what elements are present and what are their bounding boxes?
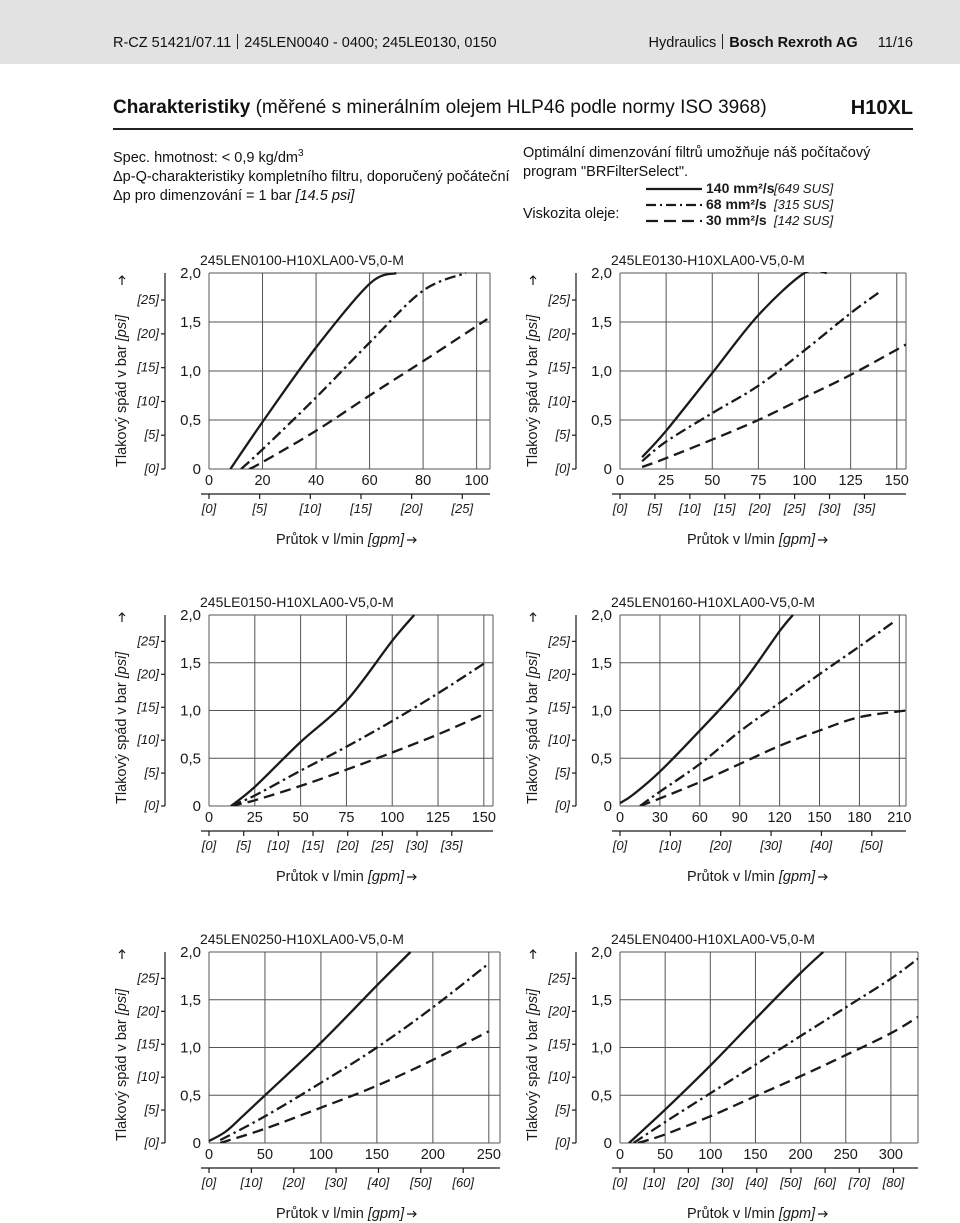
x-tick-label: 50 xyxy=(657,1147,674,1163)
spec-dp: Δp pro dimenzování = 1 bar xyxy=(113,187,296,204)
psi-tick-label: [20] xyxy=(548,325,570,341)
y-tick-label: 2,0 xyxy=(591,944,612,961)
y-axis-label xyxy=(525,988,541,1141)
gpm-tick-label: [15] xyxy=(302,838,324,853)
x-tick-label: 150 xyxy=(471,810,496,826)
gpm-tick-label: [30] xyxy=(406,838,428,853)
x-axis-label-text: Průtok v l/min xyxy=(687,1206,779,1222)
gpm-tick-label: [10] xyxy=(299,501,322,516)
y-tick-label: 0,5 xyxy=(591,1087,612,1105)
gpm-tick-label: [30] xyxy=(325,1175,347,1190)
chart-title: 245LE0150-H10XLA00-V5,0-M xyxy=(200,594,394,610)
psi-tick-label: [0] xyxy=(144,798,159,813)
x-tick-label: 50 xyxy=(704,473,721,489)
y-axis-label xyxy=(114,651,130,804)
x-tick-label: 25 xyxy=(658,473,675,489)
y-tick-label: 2,0 xyxy=(591,607,612,624)
gpm-tick-label: [30] xyxy=(711,1175,734,1190)
gpm-tick-label: [15] xyxy=(713,501,736,516)
x-axis-label-text: Průtok v l/min xyxy=(276,532,368,548)
gpm-tick-label: [50] xyxy=(860,838,883,853)
x-tick-label: 150 xyxy=(807,810,832,826)
legend-name: 30 mm²/s xyxy=(706,212,767,228)
psi-tick-label: [5] xyxy=(144,765,159,781)
y-tick-label: 1,5 xyxy=(591,991,612,1009)
y-tick-label: 1,0 xyxy=(591,702,612,720)
gpm-tick-label: [40] xyxy=(810,838,833,853)
y-tick-label: 0 xyxy=(192,798,201,815)
psi-tick-label: [15] xyxy=(548,699,570,715)
x-tick-label: 150 xyxy=(884,473,909,489)
series-line-dashed xyxy=(249,319,487,469)
gpm-tick-label: [0] xyxy=(612,501,628,516)
y-axis-label-text: Tlakový spád v bar xyxy=(525,1015,541,1141)
header-company: Bosch Rexroth AG xyxy=(729,35,858,51)
x-tick-label: 125 xyxy=(425,810,451,826)
y-axis-label-unit: [psi] xyxy=(525,651,541,679)
x-tick-label: 0 xyxy=(204,473,214,489)
series-line-dashed xyxy=(231,714,484,806)
gpm-tick-label: [10] xyxy=(240,1175,263,1190)
y-tick-label: 2,0 xyxy=(180,265,201,282)
psi-tick-label: [10] xyxy=(137,393,159,409)
gpm-tick-label: [25] xyxy=(783,501,806,516)
x-axis-arrow xyxy=(407,874,416,880)
y-tick-label: 2,0 xyxy=(180,944,201,961)
x-tick-label: 100 xyxy=(464,473,489,489)
series-tag: H10XL xyxy=(850,97,913,119)
y-axis-label-unit: [psi] xyxy=(525,988,541,1016)
x-axis-label xyxy=(687,532,816,548)
page-total: /16 xyxy=(892,35,913,51)
viscosity-label: Viskozita oleje: xyxy=(523,206,620,222)
psi-tick-label: [5] xyxy=(555,427,570,443)
y-axis-label xyxy=(114,314,130,467)
spec-density-sup: 3 xyxy=(297,148,304,159)
gpm-tick-label: [25] xyxy=(371,838,394,853)
x-tick-label: 0 xyxy=(615,1147,625,1163)
x-axis-label-unit: [gpm] xyxy=(778,869,816,885)
psi-tick-label: [10] xyxy=(548,1069,570,1085)
y-tick-label: 1,5 xyxy=(180,654,201,672)
gpm-tick-label: [0] xyxy=(201,838,217,853)
x-axis-label-text: Průtok v l/min xyxy=(687,532,779,548)
gpm-tick-label: [60] xyxy=(452,1175,475,1190)
y-tick-label: 0,5 xyxy=(180,412,201,429)
gpm-tick-label: [70] xyxy=(848,1175,871,1190)
series-line-dashdot xyxy=(231,664,484,806)
x-axis-label-text: Průtok v l/min xyxy=(687,869,779,885)
y-tick-label: 1,0 xyxy=(591,363,612,380)
y-tick-label: 0,5 xyxy=(180,750,201,768)
chart-title: 245LEN0250-H10XLA00-V5,0-M xyxy=(200,931,404,947)
y-axis-label-unit: [psi] xyxy=(114,314,130,342)
x-tick-label: 0 xyxy=(615,473,625,489)
legend-sus: [649 SUS] xyxy=(774,181,834,196)
x-tick-label: 75 xyxy=(750,473,767,489)
y-axis-label xyxy=(114,988,130,1141)
spec-dp-psi: [14.5 psi] xyxy=(295,187,355,204)
gpm-tick-label: [60] xyxy=(814,1175,836,1190)
x-axis-arrow xyxy=(407,1211,416,1217)
y-tick-label: 0 xyxy=(603,798,612,815)
x-tick-label: 100 xyxy=(792,473,817,489)
y-axis-label xyxy=(525,651,541,804)
chart-panel-5 xyxy=(114,931,501,1222)
x-axis-label xyxy=(276,532,405,548)
x-tick-label: 0 xyxy=(615,810,625,826)
y-tick-label: 0,5 xyxy=(180,1087,201,1105)
gpm-tick-label: [10] xyxy=(659,838,682,853)
y-axis-label-unit: [psi] xyxy=(525,314,541,342)
y-axis-label-text: Tlakový spád v bar xyxy=(114,341,130,467)
x-tick-label: 30 xyxy=(651,810,668,826)
gpm-tick-label: [80] xyxy=(882,1175,905,1190)
x-tick-label: 0 xyxy=(204,810,214,826)
psi-tick-label: [10] xyxy=(548,393,570,409)
x-tick-label: 50 xyxy=(292,810,309,826)
x-tick-label: 120 xyxy=(767,810,792,826)
x-tick-label: 250 xyxy=(833,1147,858,1163)
gpm-tick-label: [40] xyxy=(745,1175,768,1190)
gpm-tick-label: [35] xyxy=(853,501,876,516)
gpm-tick-label: [20] xyxy=(282,1175,305,1190)
psi-tick-label: [0] xyxy=(555,1135,570,1150)
gpm-tick-label: [0] xyxy=(201,1175,217,1190)
psi-tick-label: [5] xyxy=(555,1102,570,1118)
x-tick-label: 200 xyxy=(788,1147,813,1163)
psi-tick-label: [25] xyxy=(137,633,159,649)
series-line-dashed xyxy=(638,1017,918,1143)
psi-tick-label: [15] xyxy=(548,359,570,375)
gpm-tick-label: [35] xyxy=(440,838,463,853)
gpm-tick-label: [40] xyxy=(367,1175,390,1190)
gpm-tick-label: [5] xyxy=(236,838,251,853)
x-tick-label: 180 xyxy=(847,810,872,826)
y-tick-label: 1,0 xyxy=(591,1039,612,1057)
page-current: 11 xyxy=(877,35,893,51)
gpm-tick-label: [50] xyxy=(780,1175,802,1190)
header-category: Hydraulics xyxy=(648,35,717,51)
series-line-solid xyxy=(642,270,827,457)
psi-tick-label: [10] xyxy=(137,1069,159,1085)
psi-tick-label: [25] xyxy=(137,292,159,308)
x-tick-label: 100 xyxy=(698,1147,723,1163)
x-axis-arrow xyxy=(407,537,416,543)
section-title-rest: (měřené s minerálním olejem HLP46 podle normy ISO 3968) xyxy=(250,97,767,118)
psi-tick-label: [25] xyxy=(548,633,570,649)
chart-title: 245LE0130-H10XLA00-V5,0-M xyxy=(611,252,805,268)
x-tick-label: 300 xyxy=(878,1147,904,1163)
y-tick-label: 0 xyxy=(603,1135,612,1152)
x-tick-label: 125 xyxy=(838,473,863,489)
psi-tick-label: [15] xyxy=(548,1036,570,1052)
gpm-tick-label: [0] xyxy=(612,838,628,853)
y-tick-label: 2,0 xyxy=(591,265,612,282)
gpm-tick-label: [20] xyxy=(709,838,732,853)
series-line-dashdot xyxy=(634,959,919,1143)
psi-tick-label: [25] xyxy=(548,970,570,986)
psi-tick-label: [20] xyxy=(548,1003,570,1019)
x-axis-label xyxy=(276,1206,405,1222)
y-axis-label xyxy=(525,314,541,467)
x-tick-label: 150 xyxy=(743,1147,768,1163)
gpm-tick-label: [20] xyxy=(336,838,359,853)
y-axis-arrow xyxy=(530,613,536,622)
x-tick-label: 250 xyxy=(476,1147,501,1163)
y-tick-label: 0 xyxy=(192,461,201,478)
chart-panel-4 xyxy=(525,594,911,885)
psi-tick-label: [25] xyxy=(548,292,570,308)
y-tick-label: 1,5 xyxy=(591,314,612,331)
psi-tick-label: [0] xyxy=(555,798,570,813)
psi-tick-label: [5] xyxy=(144,427,159,443)
y-axis-label-text: Tlakový spád v bar xyxy=(525,678,541,804)
y-tick-label: 0 xyxy=(603,461,612,478)
psi-tick-label: [15] xyxy=(137,359,159,375)
psi-tick-label: [0] xyxy=(555,461,570,476)
x-axis-label-unit: [gpm] xyxy=(367,869,405,885)
y-tick-label: 1,5 xyxy=(180,991,201,1009)
spec-density: Spec. hmotnost: < 0,9 kg/dm xyxy=(113,149,298,166)
y-tick-label: 0,5 xyxy=(591,412,612,429)
gpm-tick-label: [10] xyxy=(267,838,290,853)
gpm-tick-label: [5] xyxy=(647,501,663,516)
y-axis-arrow xyxy=(119,950,125,959)
header-models: 245LEN0040 - 0400; 245LE0130, 0150 xyxy=(244,35,497,51)
y-axis-arrow xyxy=(119,613,125,622)
y-tick-label: 1,0 xyxy=(180,363,201,380)
y-axis-arrow xyxy=(119,276,125,285)
x-axis-arrow xyxy=(818,1211,827,1217)
psi-tick-label: [25] xyxy=(137,970,159,986)
y-tick-label: 0,5 xyxy=(591,750,612,768)
chart-title: 245LEN0400-H10XLA00-V5,0-M xyxy=(611,931,815,947)
x-tick-label: 210 xyxy=(887,810,912,826)
x-tick-label: 150 xyxy=(364,1147,389,1163)
x-tick-label: 60 xyxy=(361,473,378,489)
series-line-dashdot xyxy=(642,292,880,462)
doc-ref: R-CZ 51421/07.11 xyxy=(113,35,232,51)
gpm-tick-label: [5] xyxy=(252,501,267,516)
program-paragraph: Optimální dimenzování filtrů umožňuje náš počítačový program "BRFilterSelect". xyxy=(523,145,871,180)
y-axis-label-text: Tlakový spád v bar xyxy=(525,341,541,467)
gpm-tick-label: [10] xyxy=(678,501,701,516)
x-axis-label-unit: [gpm] xyxy=(367,1206,405,1222)
psi-tick-label: [0] xyxy=(144,1135,159,1150)
x-axis-label xyxy=(687,1206,816,1222)
psi-tick-label: [0] xyxy=(144,461,159,476)
gpm-tick-label: [30] xyxy=(760,838,782,853)
y-axis-label-unit: [psi] xyxy=(114,651,130,679)
y-tick-label: 0 xyxy=(192,1135,201,1152)
x-tick-label: 100 xyxy=(380,810,405,826)
legend-name: 140 mm²/s xyxy=(706,180,775,196)
gpm-tick-label: [50] xyxy=(409,1175,432,1190)
y-tick-label: 1,0 xyxy=(180,702,201,720)
psi-tick-label: [20] xyxy=(137,666,159,682)
x-tick-label: 100 xyxy=(308,1147,334,1163)
x-axis-label-text: Průtok v l/min xyxy=(276,1206,368,1222)
x-tick-label: 60 xyxy=(691,810,708,826)
psi-tick-label: [15] xyxy=(137,1036,159,1052)
x-tick-label: 80 xyxy=(415,473,432,489)
x-axis-label xyxy=(276,869,405,885)
gpm-tick-label: [20] xyxy=(400,501,423,516)
y-tick-label: 1,5 xyxy=(591,654,612,672)
x-tick-label: 40 xyxy=(307,473,325,489)
chart-title: 245LEN0100-H10XLA00-V5,0-M xyxy=(200,252,404,268)
legend-name: 68 mm²/s xyxy=(706,196,767,212)
series-line-dashed xyxy=(220,1031,489,1143)
x-tick-label: 90 xyxy=(731,810,748,826)
spec-line-2: Δp-Q-charakteristiky kompletního filtru, doporučený počáteční xyxy=(113,168,510,185)
gpm-tick-label: [0] xyxy=(612,1175,628,1190)
legend-sus: [142 SUS] xyxy=(774,213,834,228)
series-line-solid xyxy=(620,615,793,803)
x-axis-label-text: Průtok v l/min xyxy=(276,869,368,885)
y-tick-label: 1,0 xyxy=(180,1039,201,1057)
section-title-bold: Charakteristiky xyxy=(113,97,251,118)
x-axis-label xyxy=(687,869,816,885)
psi-tick-label: [5] xyxy=(144,1102,159,1118)
psi-tick-label: [10] xyxy=(548,732,570,748)
y-tick-label: 2,0 xyxy=(180,607,201,624)
x-axis-label-unit: [gpm] xyxy=(367,532,405,548)
chart-panel-2 xyxy=(525,252,909,548)
x-tick-label: 200 xyxy=(420,1147,445,1163)
gpm-tick-label: [25] xyxy=(451,501,474,516)
y-axis-label-unit: [psi] xyxy=(114,988,130,1016)
series-line-dashed xyxy=(642,345,906,468)
x-tick-label: 20 xyxy=(254,473,271,489)
gpm-tick-label: [15] xyxy=(350,501,372,516)
psi-tick-label: [15] xyxy=(137,699,159,715)
x-tick-label: 75 xyxy=(338,810,355,826)
x-axis-label-unit: [gpm] xyxy=(778,1206,816,1222)
x-axis-label-unit: [gpm] xyxy=(778,532,816,548)
psi-tick-label: [10] xyxy=(137,732,159,748)
chart-title: 245LEN0160-H10XLA00-V5,0-M xyxy=(611,594,815,610)
x-axis-arrow xyxy=(818,537,827,543)
gpm-tick-label: [20] xyxy=(677,1175,700,1190)
x-tick-label: 0 xyxy=(204,1147,214,1163)
psi-tick-label: [20] xyxy=(137,1003,159,1019)
chart-panel-3 xyxy=(114,594,496,885)
x-tick-label: 25 xyxy=(246,810,263,826)
x-axis-arrow xyxy=(818,874,827,880)
y-axis-arrow xyxy=(530,950,536,959)
y-tick-label: 1,5 xyxy=(180,314,201,331)
y-axis-arrow xyxy=(530,276,536,285)
y-axis-label-text: Tlakový spád v bar xyxy=(114,678,130,804)
chart-panel-1 xyxy=(114,252,490,548)
gpm-tick-label: [20] xyxy=(748,501,771,516)
gpm-tick-label: [30] xyxy=(818,501,841,516)
chart-panel-6 xyxy=(525,931,918,1222)
y-axis-label-text: Tlakový spád v bar xyxy=(114,1015,130,1141)
psi-tick-label: [20] xyxy=(137,325,159,341)
gpm-tick-label: [10] xyxy=(643,1175,666,1190)
legend-sus: [315 SUS] xyxy=(774,197,834,212)
gpm-tick-label: [0] xyxy=(201,501,217,516)
psi-tick-label: [5] xyxy=(555,765,570,781)
psi-tick-label: [20] xyxy=(548,666,570,682)
x-tick-label: 50 xyxy=(256,1147,274,1163)
